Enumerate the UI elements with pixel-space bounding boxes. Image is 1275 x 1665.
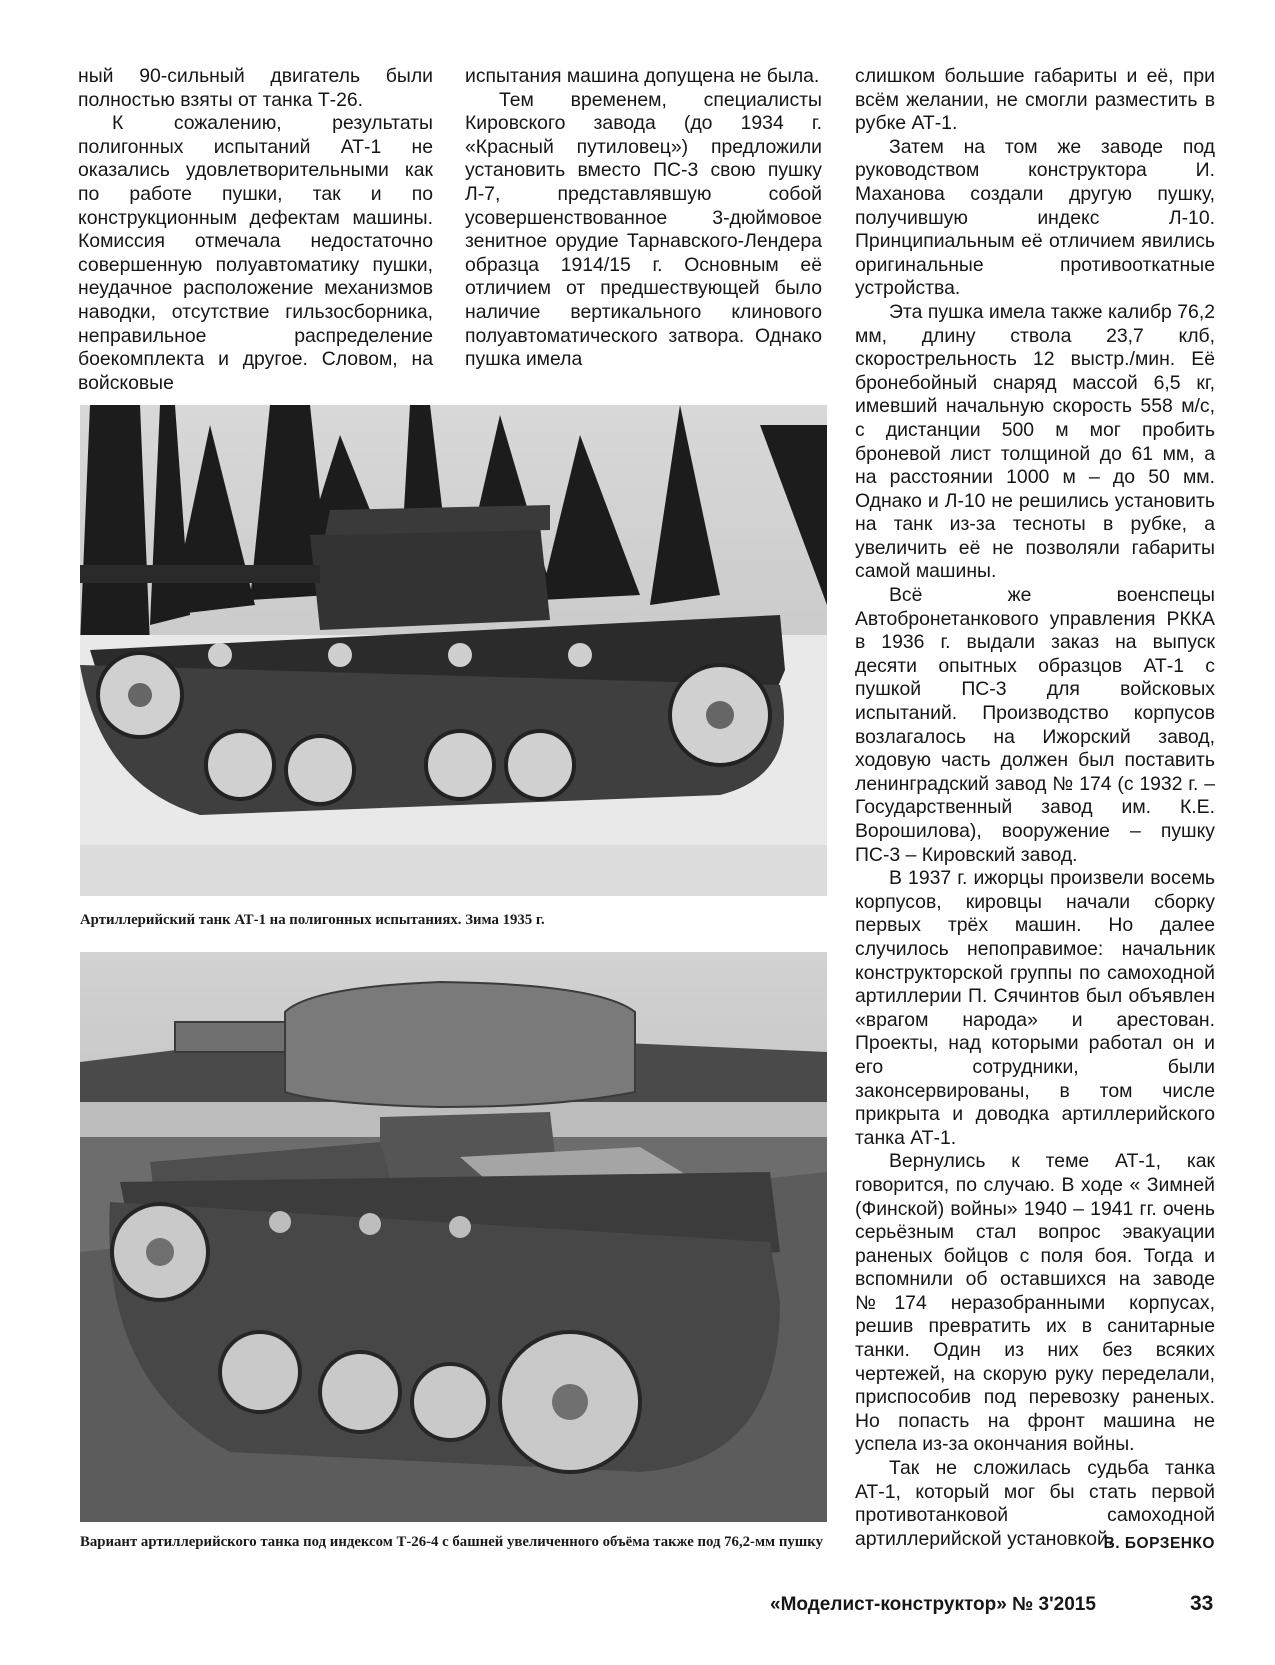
author-signature: В. БОРЗЕНКО xyxy=(1103,1535,1215,1552)
paragraph: Затем на том же заводе под руководством конструктора И. Маханова создали другую пушку, получившую индекс Л-10. Принципиальным её отличием явились оригинальные противооткатные устройства. xyxy=(855,135,1215,300)
photo-caption: Вариант артиллерийского танка под индексом Т-26-4 с башней увеличенного объёма также под 76,2-мм пушку xyxy=(80,1534,823,1550)
text-column-3 xyxy=(855,65,1215,1551)
photo-t26-4 xyxy=(80,952,827,1522)
paragraph: К сожалению, результаты полигонных испытаний АТ-1 не оказались удовлетворительными как по работе пушки, так и по конструкционным дефектам машины. Комиссия отмечала недостаточно совершенную полуавтоматику пушки, неудачное расположение механизмов наводки, отсутствие гильзосборника, неправильное распределение боекомплекта и другое. Словом, на войсковые xyxy=(78,112,433,394)
paragraph: В 1937 г. ижорцы произвели восемь корпусов, кировцы начали сборку первых трёх машин. Но далее случилось непоправимое: начальник конструкторской группы по самоходной артиллерии П. Сячинтов был объявлен «врагом народа» и арестован. Проекты, над которыми работал он и его сотрудники, были законсервированы, в том числе прикрыта и доводка артиллерийского танка АТ-1. xyxy=(855,867,1215,1149)
paragraph: Так не сложилась судьба танка АТ-1, который мог бы стать первой противотанковой самоходной артиллерийской установкой. xyxy=(855,1457,1215,1550)
photo-caption: Артиллерийский танк АТ-1 на полигонных испытаниях. Зима 1935 г. xyxy=(80,912,545,928)
paragraph: Всё же военспецы Автобронетанкового управления РККА в 1936 г. выдали заказ на выпуск десяти опытных образцов АТ-1 с пушкой ПС-3 для войсковых испытаний. Производство корпусов возлагалось на Ижорский завод, ходовую часть должен был поставить ленинградский завод № 174 (с 1932 г. – Государственный завод им. К.Е. Ворошилова), вооружение – пушку ПС-3 – Кировский завод. xyxy=(855,584,1215,866)
page-number: 33 xyxy=(1190,1592,1214,1615)
magazine-footer: «Моделист-конструктор» № 3'2015 xyxy=(770,1594,1096,1615)
paragraph: слишком большие габариты и её, при всём желании, не смогли разместить в рубке АТ-1. xyxy=(855,65,1215,135)
paragraph: испытания машина допущена не была. xyxy=(465,65,820,87)
paragraph: ный 90-сильный двигатель были полностью взяты от танка Т-26. xyxy=(78,65,433,111)
paragraph: Тем временем, специалисты Кировского завода (до 1934 г. «Красный путиловец») предложили установить вместо ПС-3 свою пушку Л-7, представлявшую собой усовершенствованное 3-дюймовое зенитное орудие Тарнавского-Лендера образца 1914/15 г. Основным её отличием от предшествующей было наличие вертикального клинового полуавтоматического затвора. Однако пушка имела xyxy=(465,88,822,371)
paragraph: Вернулись к теме АТ-1, как говорится, по случаю. В ходе « Зимней (Финской) войны» 1940 – 1941 гг. очень серьёзным стал вопрос эвакуации раненых бойцов с поля боя. Тогда и вспомнили об оставшихся на заводе №174 неразобранными корпусах, решив превратить их в санитарные танки. Один из них без всяких чертежей, на скорую руку переделали, приспособив под перевозку раненых. Но попасть на фронт машина не успела из-за окончания войны. xyxy=(855,1150,1215,1456)
photo-at1-winter xyxy=(80,405,827,896)
text-column-1 xyxy=(78,65,433,395)
text-column-2 xyxy=(465,65,822,372)
paragraph: Эта пушка имела также калибр 76,2 мм, длину ствола 23,7 клб, скорострельность 12 выстр./мин. Её бронебойный снаряд массой 6,5 кг, имевший начальную скорость 558 м/с, с дистанции 500 м мог пробить броневой лист толщиной до 61 мм, а на расстоянии 1000 м – до 50 мм. Однако и Л-10 не решились установить на танк из-за тесноты в рубке, а увеличить её не позволяли габариты самой машины. xyxy=(855,300,1215,583)
